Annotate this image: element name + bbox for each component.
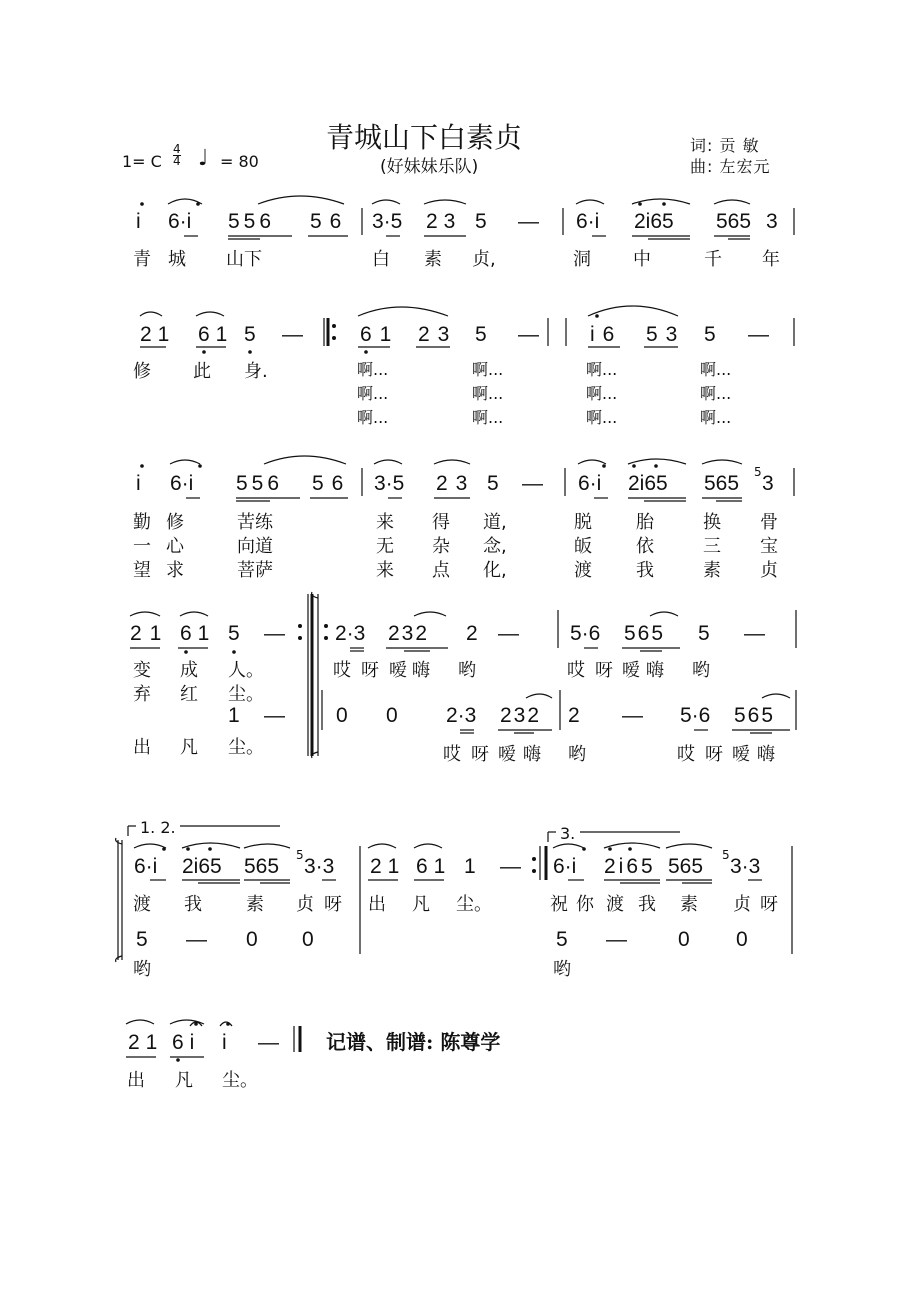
- lyric: 凡: [412, 894, 430, 915]
- note: 5: [244, 323, 256, 346]
- note: 0: [386, 704, 398, 727]
- note: 6·i: [578, 472, 602, 495]
- lyric: 贞: [296, 894, 314, 915]
- lyric: 呀: [595, 660, 613, 681]
- note: 1: [464, 855, 476, 878]
- lyric: 点: [432, 560, 450, 581]
- note: i: [136, 210, 141, 233]
- note: 565: [734, 704, 776, 727]
- note: 3: [762, 472, 774, 495]
- time-signature: 4 4: [173, 142, 181, 168]
- lyric: 哟: [133, 959, 151, 980]
- lyric: 化,: [483, 560, 507, 581]
- lyric: 尘。: [228, 684, 264, 705]
- song-subtitle: (好妹妹乐队): [380, 157, 479, 177]
- ah-lyric: 啊...: [472, 384, 504, 403]
- note: 5: [475, 323, 487, 346]
- lyric: 弃: [133, 684, 151, 705]
- lyric: 呀: [324, 894, 342, 915]
- note: 556: [236, 472, 284, 495]
- lyric: 城: [168, 249, 186, 270]
- lyric: 贞: [760, 560, 778, 581]
- ah-lyric: 啊...: [472, 408, 504, 427]
- note: 0: [302, 928, 314, 951]
- note: 0: [678, 928, 690, 951]
- lyric: 一: [133, 536, 151, 557]
- lyric: 向道: [237, 536, 273, 557]
- note: 61: [180, 622, 216, 645]
- composer-credit: 曲: 左宏元: [690, 157, 771, 176]
- note: 2i65: [628, 472, 668, 495]
- note: 5: [556, 928, 568, 951]
- lyric: 贞: [733, 894, 751, 915]
- note: 565: [668, 855, 704, 878]
- note: 2: [568, 704, 580, 727]
- lyric: 道,: [483, 512, 507, 533]
- lyric: 脱: [574, 512, 592, 533]
- lyric: 哎: [333, 660, 351, 681]
- lyric: 洞: [573, 249, 591, 270]
- note: 565: [624, 622, 666, 645]
- note: 5: [487, 472, 499, 495]
- ah-lyric: 啊...: [357, 384, 389, 403]
- tempo-note-icon: ♩: [198, 146, 209, 171]
- lyric: 年: [762, 249, 780, 270]
- lyric: 呀: [705, 744, 723, 765]
- note: 232: [500, 704, 542, 727]
- note: 2i65: [604, 855, 656, 878]
- lyric: 胎: [636, 512, 654, 533]
- note: —: [518, 323, 539, 346]
- lyric: 换: [703, 512, 721, 533]
- lyric: 无: [376, 536, 394, 557]
- lyric: 呀: [361, 660, 379, 681]
- note: 5: [704, 323, 716, 346]
- lyric: 我: [636, 560, 654, 581]
- lyric: 勤: [133, 512, 151, 533]
- note: 0: [736, 928, 748, 951]
- note: 56: [310, 210, 350, 233]
- lyric: 祝: [550, 894, 568, 915]
- ah-lyric: 啊...: [357, 408, 389, 427]
- lyric: 素: [680, 894, 698, 915]
- lyric: 尘。: [222, 1070, 258, 1091]
- note: 565: [716, 210, 752, 233]
- lyric: 骨: [760, 512, 778, 533]
- note: 23: [436, 472, 476, 495]
- lyric: 嗳: [732, 744, 750, 765]
- lyric: 嗨: [757, 744, 775, 765]
- tempo-value: = 80: [220, 152, 259, 171]
- lyric: 渡: [606, 894, 624, 915]
- note: 6·i: [168, 210, 192, 233]
- note: —: [522, 472, 543, 495]
- note: —: [186, 928, 207, 951]
- volta-3: 3.: [560, 824, 576, 843]
- note: 53: [646, 323, 686, 346]
- ah-lyric: 啊...: [357, 360, 389, 379]
- lyric: 成: [180, 660, 198, 681]
- note: 0: [246, 928, 258, 951]
- lyric: 念,: [483, 536, 507, 557]
- note: 5: [475, 210, 487, 233]
- note: 6i: [172, 1031, 201, 1054]
- lyric: 素: [424, 249, 442, 270]
- grace-note: 5: [722, 848, 730, 862]
- note: 61: [198, 323, 234, 346]
- lyric: 渡: [133, 894, 151, 915]
- note: 3·3: [304, 855, 335, 878]
- lyric: 凡: [175, 1070, 193, 1091]
- lyric: 菩萨: [237, 560, 273, 581]
- lyric: 素: [703, 560, 721, 581]
- note: 21: [128, 1031, 164, 1054]
- note: 565: [244, 855, 280, 878]
- note: 21: [140, 323, 176, 346]
- note: 3·3: [730, 855, 761, 878]
- lyric: 贞,: [472, 249, 496, 270]
- lyric: 求: [166, 560, 184, 581]
- lyric: 哟: [458, 660, 476, 681]
- note: 3·5: [374, 472, 405, 495]
- lyric: 红: [180, 684, 198, 705]
- note: 5: [698, 622, 710, 645]
- note: 6·i: [576, 210, 600, 233]
- lyric: 我: [638, 894, 656, 915]
- note: 1: [228, 704, 240, 727]
- note: 6·i: [134, 855, 158, 878]
- grace-note: 5: [754, 465, 762, 479]
- note: 23: [418, 323, 458, 346]
- lyric: 我: [184, 894, 202, 915]
- note: 21: [130, 622, 170, 645]
- lyric: 出: [133, 737, 151, 758]
- lyric: 尘。: [228, 737, 264, 758]
- note: —: [622, 704, 643, 727]
- lyric: 你: [576, 894, 594, 915]
- lyric: 来: [376, 512, 394, 533]
- lyric: 嗨: [412, 660, 430, 681]
- note: 2: [466, 622, 478, 645]
- lyric: 呀: [471, 744, 489, 765]
- ah-lyric: 啊...: [472, 360, 504, 379]
- note: 5·6: [570, 622, 601, 645]
- note: i: [222, 1031, 227, 1054]
- ah-lyric: 啊...: [586, 408, 618, 427]
- note: 23: [426, 210, 462, 233]
- lyric: 嗳: [389, 660, 407, 681]
- volta-1-2: 1. 2.: [140, 818, 176, 837]
- lyric: 哟: [553, 959, 571, 980]
- lyric: 出: [368, 894, 386, 915]
- note: 565: [704, 472, 740, 495]
- lyric: 人。: [228, 660, 264, 681]
- lyric: 哎: [677, 744, 695, 765]
- lyric: 嗳: [498, 744, 516, 765]
- lyric: 哟: [568, 744, 586, 765]
- lyric: 中: [633, 249, 651, 270]
- note: —: [264, 704, 285, 727]
- note: —: [518, 210, 539, 233]
- lyric: 修: [166, 512, 184, 533]
- lyric: 心: [166, 536, 184, 557]
- lyric: 千: [704, 249, 722, 270]
- note: 5: [228, 622, 240, 645]
- note: —: [500, 855, 521, 878]
- lyric: 得: [432, 512, 450, 533]
- note: i6: [590, 323, 623, 346]
- lyricist-credit: 词: 贡 敏: [690, 136, 760, 155]
- lyric: 皈: [574, 536, 592, 557]
- lyric: 嗨: [523, 744, 541, 765]
- lyric: 杂: [432, 536, 450, 557]
- lyric: 来: [376, 560, 394, 581]
- note: —: [498, 622, 519, 645]
- ah-lyric: 啊...: [586, 360, 618, 379]
- lyric: 变: [133, 660, 151, 681]
- note: 0: [336, 704, 348, 727]
- ah-lyric: 啊...: [700, 360, 732, 379]
- note: —: [748, 323, 769, 346]
- note: —: [606, 928, 627, 951]
- lyric: 哎: [567, 660, 585, 681]
- ah-lyric: 啊...: [700, 408, 732, 427]
- note: 2i65: [634, 210, 674, 233]
- note: 3·5: [372, 210, 403, 233]
- note: 21: [370, 855, 406, 878]
- lyric: 凡: [180, 737, 198, 758]
- lyric: 望: [133, 560, 151, 581]
- note: —: [282, 323, 303, 346]
- note: —: [258, 1031, 279, 1054]
- lyric: 出: [127, 1070, 145, 1091]
- lyric: 青: [133, 249, 151, 270]
- lyric: 身.: [244, 361, 268, 382]
- note: 3: [766, 210, 778, 233]
- note: 6·i: [553, 855, 577, 878]
- song-title: 青城山下白素贞: [326, 121, 523, 154]
- lyric: 嗨: [646, 660, 664, 681]
- lyric: 宝: [760, 536, 778, 557]
- transcriber-credit: 记谱、制谱: 陈尊学: [326, 1030, 501, 1054]
- lyric: 三: [703, 536, 721, 557]
- note: 556: [228, 210, 276, 233]
- lyric: 依: [636, 536, 654, 557]
- note: 61: [360, 323, 400, 346]
- key-signature: 1= C: [122, 152, 162, 171]
- grace-note: 5: [296, 848, 304, 862]
- note: 232: [388, 622, 430, 645]
- lyric: 渡: [574, 560, 592, 581]
- note: —: [264, 622, 285, 645]
- lyric: 修: [133, 361, 151, 382]
- lyric: 素: [246, 894, 264, 915]
- lyric: 苦练: [237, 512, 273, 533]
- lyric: 山下: [226, 249, 262, 270]
- lyric: 哟: [692, 660, 710, 681]
- ah-lyric: 啊...: [700, 384, 732, 403]
- lyric: 尘。: [456, 894, 492, 915]
- note: 56: [312, 472, 352, 495]
- note: —: [744, 622, 765, 645]
- note: i: [136, 472, 141, 495]
- note: 5·6: [680, 704, 711, 727]
- lyric: 呀: [760, 894, 778, 915]
- note: 2i65: [182, 855, 222, 878]
- note: 61: [416, 855, 452, 878]
- lyric: 此: [193, 361, 211, 382]
- ah-lyric: 啊...: [586, 384, 618, 403]
- lyric: 哎: [443, 744, 461, 765]
- lyric: 白: [372, 249, 390, 270]
- note: 2·3: [335, 622, 366, 645]
- lyric: 嗳: [622, 660, 640, 681]
- note: 5: [136, 928, 148, 951]
- note: 6·i: [170, 472, 194, 495]
- note: 2·3: [446, 704, 477, 727]
